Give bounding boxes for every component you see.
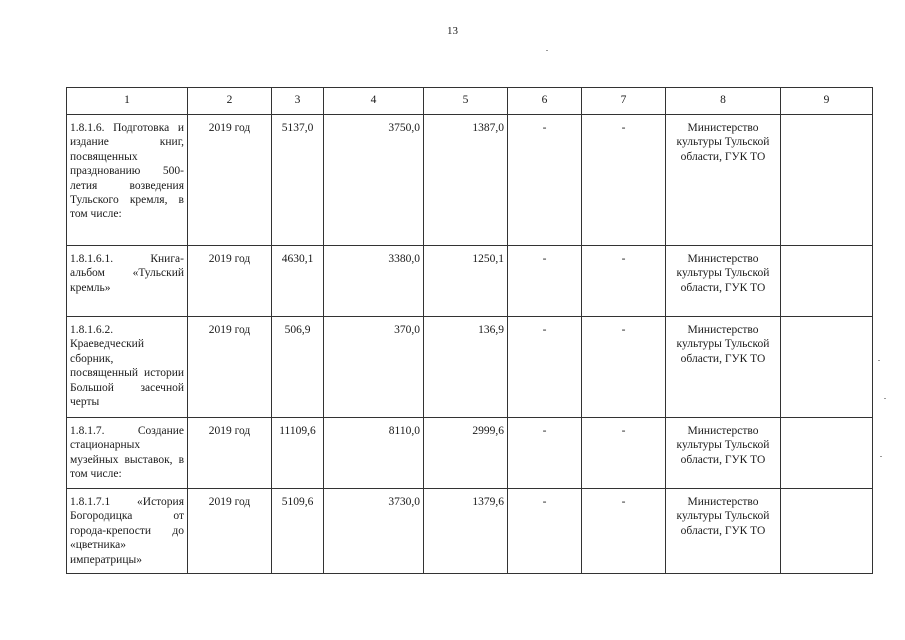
total-cell: 4630,1 [272, 246, 324, 317]
scan-speck [884, 398, 886, 399]
scan-speck [880, 456, 882, 457]
col5-cell: 136,9 [424, 317, 508, 418]
organization-cell: Министерство культуры Тульской области, ГУК ТО [666, 246, 781, 317]
col7-cell: - [582, 489, 666, 574]
organization-cell: Министерство культуры Тульской области, ГУК ТО [666, 317, 781, 418]
column-header-3: 3 [272, 88, 324, 115]
col5-cell: 1250,1 [424, 246, 508, 317]
table-row [67, 115, 873, 246]
organization-cell: Министерство культуры Тульской области, ГУК ТО [666, 115, 781, 246]
column-header-1: 1 [67, 88, 188, 115]
col9-cell [781, 418, 873, 489]
total-cell: 11109,6 [272, 418, 324, 489]
column-header-4: 4 [324, 88, 424, 115]
col9-cell [781, 115, 873, 246]
col9-cell [781, 246, 873, 317]
col4-cell: 3750,0 [324, 115, 424, 246]
year-cell: 2019 год [188, 246, 272, 317]
col4-cell: 8110,0 [324, 418, 424, 489]
table-row [67, 418, 873, 489]
column-header-6: 6 [508, 88, 582, 115]
col7-cell: - [582, 418, 666, 489]
year-cell: 2019 год [188, 317, 272, 418]
item-name-cell: 1.8.1.6.1. Книга-альбом «Тульский кремль» [67, 246, 188, 317]
organization-cell: Министерство культуры Тульской области, ГУК ТО [666, 418, 781, 489]
item-name-cell: 1.8.1.6.2. Краеведческий сборник, посвященный истории Большой засечной черты [67, 317, 188, 418]
item-name-cell: 1.8.1.7.1 «История Богородицка от города-крепости до «цветника» императрицы» [67, 489, 188, 574]
total-cell: 506,9 [272, 317, 324, 418]
total-cell: 5109,6 [272, 489, 324, 574]
col4-cell: 370,0 [324, 317, 424, 418]
item-name-cell: 1.8.1.7. Создание стационарных музейных выставок, в том числе: [67, 418, 188, 489]
col9-cell [781, 317, 873, 418]
column-header-7: 7 [582, 88, 666, 115]
total-cell: 5137,0 [272, 115, 324, 246]
col4-cell: 3730,0 [324, 489, 424, 574]
col6-cell: - [508, 246, 582, 317]
year-cell: 2019 год [188, 489, 272, 574]
budget-table [66, 87, 873, 574]
col6-cell: - [508, 317, 582, 418]
col6-cell: - [508, 418, 582, 489]
table-row [67, 246, 873, 317]
col5-cell: 2999,6 [424, 418, 508, 489]
item-name-cell: 1.8.1.6. Подготовка и издание книг, посвященных празднованию 500-летия возведения Тульского кремля, в том числе: [67, 115, 188, 246]
col7-cell: - [582, 115, 666, 246]
col6-cell: - [508, 115, 582, 246]
page-number: 13 [447, 25, 458, 37]
col4-cell: 3380,0 [324, 246, 424, 317]
header-row [67, 88, 873, 115]
col5-cell: 1379,6 [424, 489, 508, 574]
column-header-9: 9 [781, 88, 873, 115]
column-header-8: 8 [666, 88, 781, 115]
col7-cell: - [582, 317, 666, 418]
column-header-2: 2 [188, 88, 272, 115]
col6-cell: - [508, 489, 582, 574]
table-row [67, 317, 873, 418]
col7-cell: - [582, 246, 666, 317]
organization-cell: Министерство культуры Тульской области, ГУК ТО [666, 489, 781, 574]
scan-speck [878, 360, 880, 361]
year-cell: 2019 год [188, 115, 272, 246]
year-cell: 2019 год [188, 418, 272, 489]
scan-speck [546, 50, 548, 51]
table-row [67, 489, 873, 574]
col5-cell: 1387,0 [424, 115, 508, 246]
column-header-5: 5 [424, 88, 508, 115]
col9-cell [781, 489, 873, 574]
